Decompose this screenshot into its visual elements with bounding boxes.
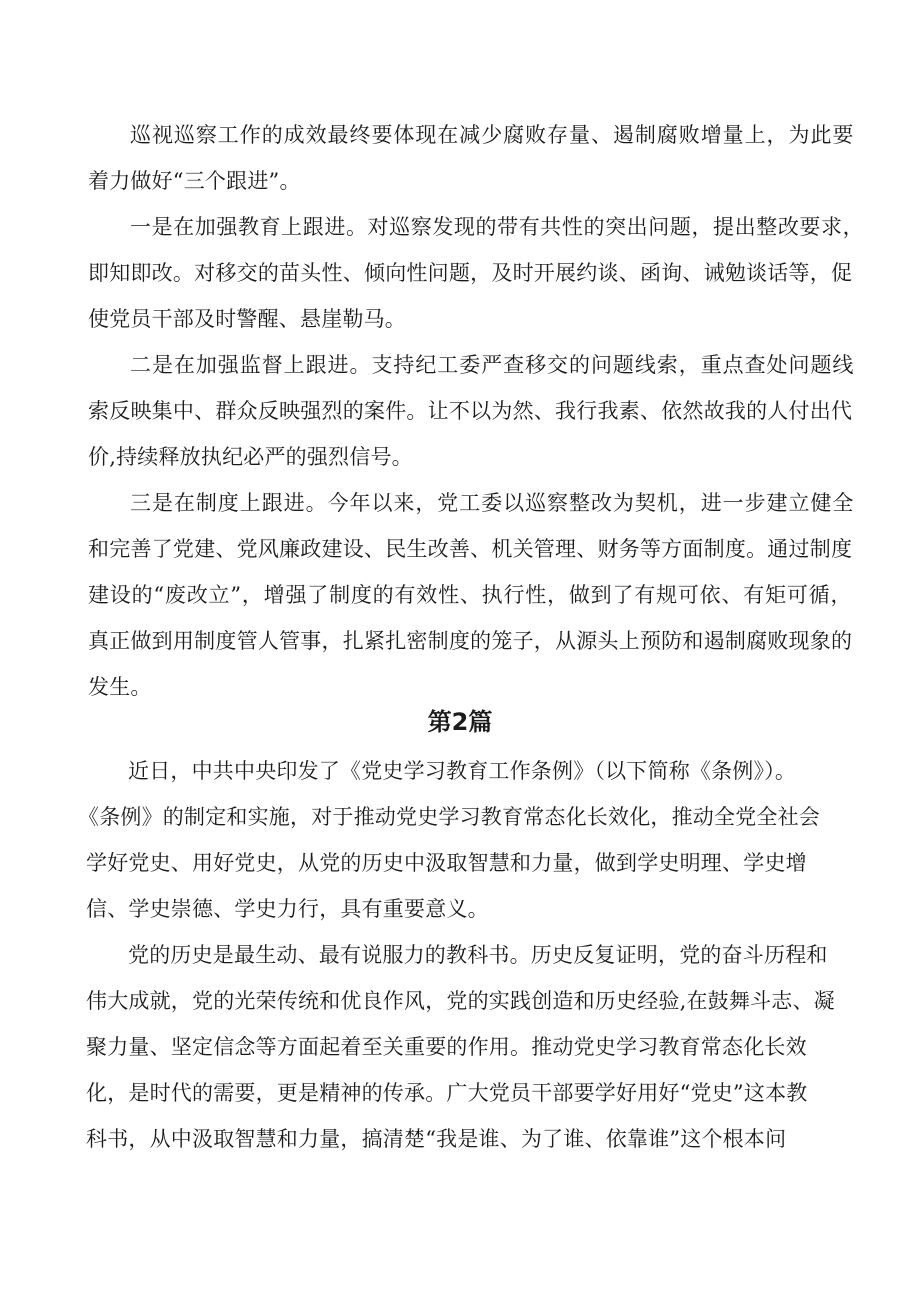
paragraph-line: 使党员干部及时警醒、悬崖勒马。 [88,307,406,331]
section-heading: 第2篇 [427,708,493,736]
paragraph-line: 发生。 [88,675,152,699]
paragraph-line: 索反映集中、群众反映强烈的案件。让不以为然、我行我素、依然故我的人付出代 [88,399,853,423]
paragraph-line: 巡视巡察工作的成效最终要体现在减少腐败存量、遏制腐败增量上，为此要 [130,123,855,147]
paragraph-line: 科书，从中汲取智慧和力量，搞清楚“我是谁、为了谁、依靠谁”这个根本问 [86,1127,787,1151]
paragraph-line: 党的历史是最生动、最有说服力的教科书。历史反复证明，党的奋斗历程和 [128,943,828,967]
paragraph-line: 一是在加强教育上跟进。对巡察发现的带有共性的突出问题，提出整改要求， [130,215,865,239]
paragraph-line: 和完善了党建、党风廉政建设、民生改善、机关管理、财务等方面制度。通过制度 [88,537,853,561]
paragraph-line: 二是在加强监督上跟进。支持纪工委严查移交的问题线索，重点查处问题线 [130,353,855,377]
paragraph-line: 即知即改。对移交的苗头性、倾向性问题，及时开展约谈、函询、诫勉谈话等，促 [88,261,853,285]
paragraph-line: 伟大成就，党的光荣传统和优良作风，党的实践创造和历史经验,在鼓舞斗志、凝 [86,989,835,1013]
paragraph-line: 价,持续释放执纪必严的强烈信号。 [88,445,413,469]
paragraph-line: 近日，中共中央印发了《党史学习教育工作条例》（以下简称《条例》）。 [128,759,797,783]
paragraph-line: 信、学史崇德、学史力行，具有重要意义。 [86,897,489,921]
paragraph-line: 学好党史、用好党史，从党的历史中汲取智慧和力量，做到学史明理、学史增 [86,851,807,875]
paragraph-line: 三是在制度上跟进。今年以来，党工委以巡察整改为契机，进一步建立健全 [130,491,855,515]
paragraph-line: 着力做好“三个跟进”。 [88,169,301,193]
paragraph-line: 《条例》的制定和实施，对于推动党史学习教育常态化长效化，推动全党全社会 [78,805,820,829]
paragraph-line: 建设的“废改立”，增强了制度的有效性、执行性，做到了有规可依、有矩可循， [88,583,853,607]
paragraph-line: 真正做到用制度管人管事，扎紧扎密制度的笼子，从源头上预防和遏制腐败现象的 [88,629,853,653]
paragraph-line: 化，是时代的需要，更是精神的传承。广大党员干部要学好用好“党史”这本教 [86,1081,808,1105]
paragraph-line: 聚力量、坚定信念等方面起着至关重要的作用。推动党史学习教育常态化长效 [86,1035,807,1059]
